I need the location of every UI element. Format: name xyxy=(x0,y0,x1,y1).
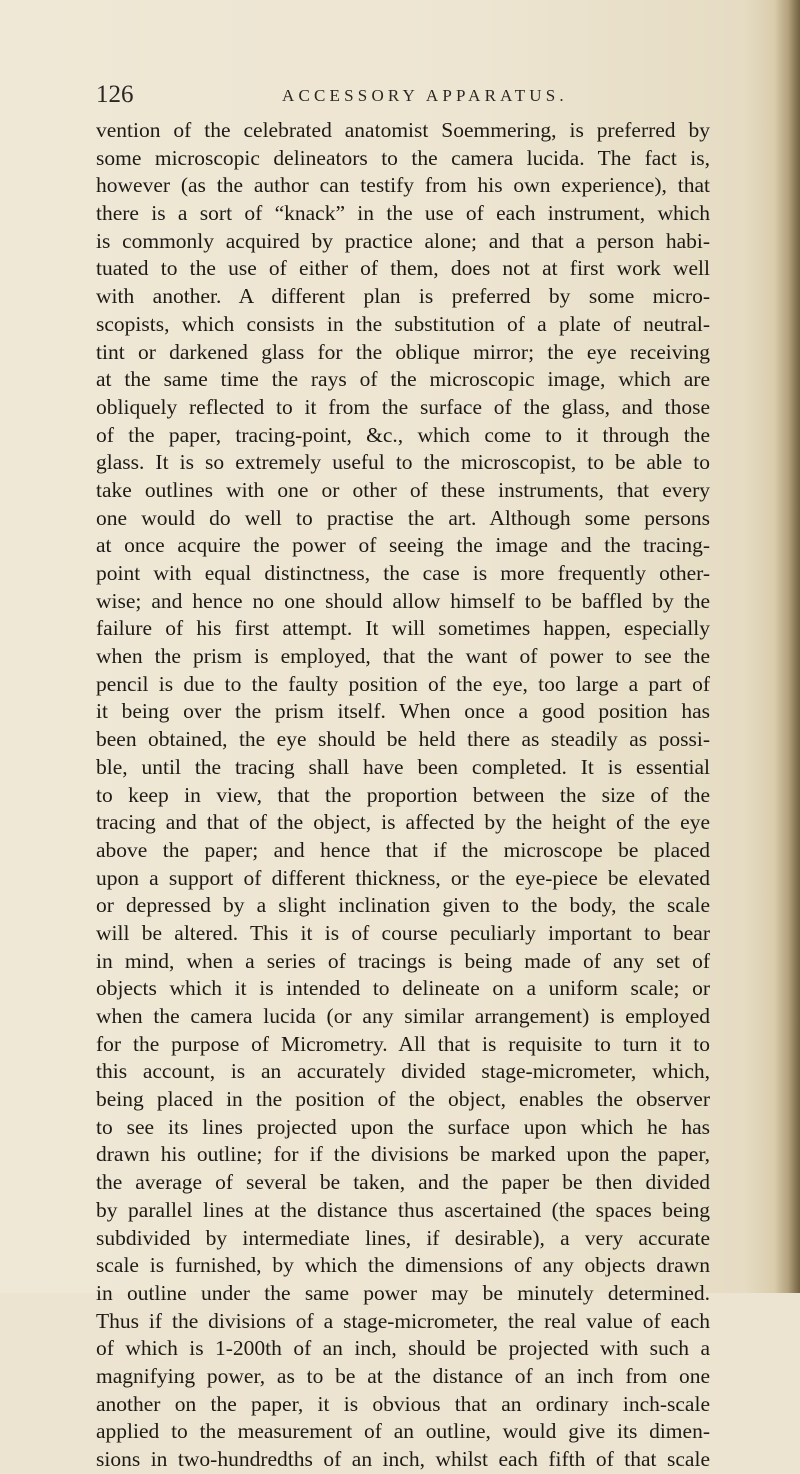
body-text xyxy=(96,117,710,1474)
text-line: some microscopic delineators to the camera lucida. The fact is, xyxy=(96,145,710,170)
text-line: wise; and hence no one should allow himself to be baffled by the xyxy=(96,588,710,613)
text-line: is commonly acquired by practice alone; and that a person habi- xyxy=(96,228,710,253)
text-line: in mind, when a series of tracings is being made of any set of xyxy=(96,948,710,973)
text-line: scopists, which consists in the substitution of a plate of neutral- xyxy=(96,311,710,336)
text-line: magnifying power, as to be at the distance of an inch from one xyxy=(96,1363,710,1388)
text-line: drawn his outline; for if the divisions be marked upon the paper, xyxy=(96,1142,710,1167)
text-line: tracing and that of the object, is affected by the height of the eye xyxy=(96,810,710,835)
text-line: for the purpose of Micrometry. All that is requisite to turn it to xyxy=(96,1031,710,1056)
text-line: tint or darkened glass for the oblique mirror; the eye receiving xyxy=(96,339,710,364)
text-line: there is a sort of “knack” in the use of each instrument, which xyxy=(96,201,710,226)
text-line: objects which it is intended to delineate on a uniform scale; or xyxy=(96,976,710,1001)
text-line: it being over the prism itself. When once a good position has xyxy=(96,699,710,724)
text-line: applied to the measurement of an outline, would give its dimen- xyxy=(96,1419,710,1444)
page-edge-shadow xyxy=(774,0,800,1293)
text-line: at once acquire the power of seeing the image and the tracing- xyxy=(96,533,710,558)
text-line: glass. It is so extremely useful to the microscopist, to be able to xyxy=(96,450,710,475)
text-line: above the paper; and hence that if the microscope be placed xyxy=(96,837,710,862)
text-line: when the camera lucida (or any similar arrangement) is employed xyxy=(96,1004,710,1028)
text-line: failure of his first attempt. It will sometimes happen, especially xyxy=(96,616,710,641)
text-line: ble, until the tracing shall have been completed. It is essential xyxy=(96,754,710,779)
running-head: ACCESSORY APPARATUS. xyxy=(282,86,568,105)
text-line: point with equal distinctness, the case is more frequently other- xyxy=(96,561,710,585)
text-line: when the prism is employed, that the want of power to see the xyxy=(96,644,710,669)
text-line: by parallel lines at the distance thus ascertained (the spaces being xyxy=(96,1197,710,1222)
text-line: or depressed by a slight inclination given to the body, the scale xyxy=(96,893,710,918)
text-line: with another. A different plan is preferred by some micro- xyxy=(96,284,710,309)
text-line: this account, is an accurately divided stage-micrometer, which, xyxy=(96,1059,710,1084)
text-line: however (as the author can testify from his own experience), that xyxy=(96,173,710,198)
text-line: another on the paper, it is obvious that an ordinary inch-scale xyxy=(96,1391,710,1416)
text-line: been obtained, the eye should be held there as steadily as possi- xyxy=(96,727,710,752)
text-line: sions in two-hundredths of an inch, whilst each fifth of that scale xyxy=(96,1447,710,1471)
text-line: to see its lines projected upon the surface upon which he has xyxy=(96,1114,710,1139)
page-header xyxy=(96,80,706,110)
text-line: Thus if the divisions of a stage-micrometer, the real value of each xyxy=(96,1308,710,1333)
page-number: 126 xyxy=(96,81,134,108)
text-line: of the paper, tracing-point, &c., which come to it through the xyxy=(96,422,710,447)
text-line: to keep in view, that the proportion between the size of the xyxy=(96,782,710,807)
text-line: take outlines with one or other of these instruments, that every xyxy=(96,477,710,502)
text-line: the average of several be taken, and the paper be then divided xyxy=(96,1170,710,1195)
text-line: at the same time the rays of the microscopic image, which are xyxy=(96,367,710,392)
text-line: pencil is due to the faulty position of the eye, too large a part of xyxy=(96,671,710,696)
text-line: will be altered. This it is of course peculiarly important to bear xyxy=(96,920,710,945)
text-line: upon a support of different thickness, or the eye-piece be elevated xyxy=(96,865,710,890)
text-line: vention of the celebrated anatomist Soemmering, is preferred by xyxy=(96,118,710,142)
text-line: scale is furnished, by which the dimensions of any objects drawn xyxy=(96,1253,710,1278)
text-line: tuated to the use of either of them, does not at first work well xyxy=(96,256,710,281)
text-line: one would do well to practise the art. Although some persons xyxy=(96,505,710,530)
text-line: subdivided by intermediate lines, if desirable), a very accurate xyxy=(96,1225,710,1250)
text-line: of which is 1-200th of an inch, should be projected with such a xyxy=(96,1336,710,1361)
text-line: obliquely reflected to it from the surface of the glass, and those xyxy=(96,394,710,419)
text-line: in outline under the same power may be minutely determined. xyxy=(96,1280,710,1305)
text-line: being placed in the position of the object, enables the observer xyxy=(96,1087,710,1112)
